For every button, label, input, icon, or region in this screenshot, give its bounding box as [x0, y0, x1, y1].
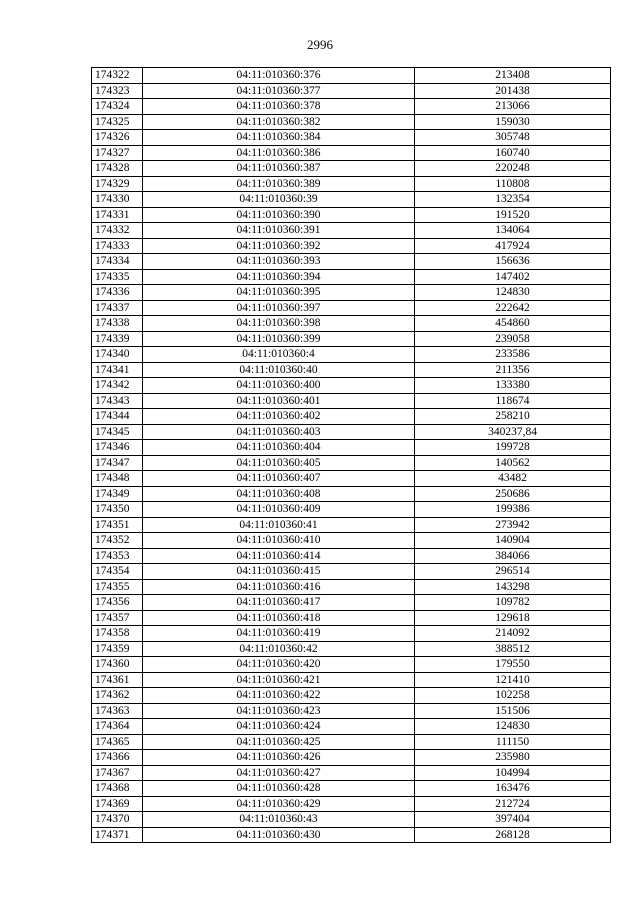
- value-cell: 140904: [415, 533, 611, 549]
- cadastral-number-cell: 04:11:010360:382: [143, 114, 415, 130]
- value-cell: 212724: [415, 796, 611, 812]
- value-cell: 397404: [415, 812, 611, 828]
- cadastral-number-cell: 04:11:010360:387: [143, 161, 415, 177]
- value-cell: 121410: [415, 672, 611, 688]
- value-cell: 211356: [415, 362, 611, 378]
- value-cell: 296514: [415, 564, 611, 580]
- cadastral-number-cell: 04:11:010360:390: [143, 207, 415, 223]
- table-row: [92, 347, 611, 363]
- cadastral-number-cell: 04:11:010360:41: [143, 517, 415, 533]
- table-row: [92, 176, 611, 192]
- cadastral-number-cell: 04:11:010360:415: [143, 564, 415, 580]
- row-number-cell: 174327: [92, 145, 143, 161]
- row-number-cell: 174341: [92, 362, 143, 378]
- cadastral-number-cell: 04:11:010360:427: [143, 765, 415, 781]
- row-number-cell: 174340: [92, 347, 143, 363]
- table-row: [92, 641, 611, 657]
- value-cell: 222642: [415, 300, 611, 316]
- value-cell: 220248: [415, 161, 611, 177]
- cadastral-number-cell: 04:11:010360:421: [143, 672, 415, 688]
- page-number: 2996: [307, 37, 333, 52]
- value-cell: 143298: [415, 579, 611, 595]
- table-row: [92, 409, 611, 425]
- row-number-cell: 174359: [92, 641, 143, 657]
- value-cell: 109782: [415, 595, 611, 611]
- cadastral-number-cell: 04:11:010360:377: [143, 83, 415, 99]
- cadastral-number-cell: 04:11:010360:4: [143, 347, 415, 363]
- value-cell: 132354: [415, 192, 611, 208]
- cadastral-number-cell: 04:11:010360:408: [143, 486, 415, 502]
- value-cell: 268128: [415, 827, 611, 843]
- table-row: [92, 471, 611, 487]
- row-number-cell: 174325: [92, 114, 143, 130]
- cadastral-number-cell: 04:11:010360:397: [143, 300, 415, 316]
- value-cell: 239058: [415, 331, 611, 347]
- row-number-cell: 174357: [92, 610, 143, 626]
- table-row: [92, 517, 611, 533]
- table-row: [92, 734, 611, 750]
- row-number-cell: 174333: [92, 238, 143, 254]
- cadastral-number-cell: 04:11:010360:378: [143, 99, 415, 115]
- value-cell: 156636: [415, 254, 611, 270]
- row-number-cell: 174344: [92, 409, 143, 425]
- table-row: [92, 161, 611, 177]
- row-number-cell: 174335: [92, 269, 143, 285]
- value-cell: 102258: [415, 688, 611, 704]
- table-row: [92, 254, 611, 270]
- value-cell: 214092: [415, 626, 611, 642]
- row-number-cell: 174329: [92, 176, 143, 192]
- table-row: [92, 719, 611, 735]
- value-cell: 124830: [415, 285, 611, 301]
- row-number-cell: 174343: [92, 393, 143, 409]
- row-number-cell: 174354: [92, 564, 143, 580]
- row-number-cell: 174349: [92, 486, 143, 502]
- cadastral-number-cell: 04:11:010360:400: [143, 378, 415, 394]
- row-number-cell: 174332: [92, 223, 143, 239]
- cadastral-number-cell: 04:11:010360:423: [143, 703, 415, 719]
- table-row: [92, 781, 611, 797]
- cadastral-number-cell: 04:11:010360:392: [143, 238, 415, 254]
- value-cell: 124830: [415, 719, 611, 735]
- value-cell: 111150: [415, 734, 611, 750]
- value-cell: 104994: [415, 765, 611, 781]
- table-row: [92, 440, 611, 456]
- table-row: [92, 285, 611, 301]
- row-number-cell: 174346: [92, 440, 143, 456]
- value-cell: 129618: [415, 610, 611, 626]
- records-table: [91, 67, 611, 843]
- table-row: [92, 812, 611, 828]
- cadastral-number-cell: 04:11:010360:425: [143, 734, 415, 750]
- row-number-cell: 174358: [92, 626, 143, 642]
- row-number-cell: 174362: [92, 688, 143, 704]
- value-cell: 151506: [415, 703, 611, 719]
- value-cell: 134064: [415, 223, 611, 239]
- row-number-cell: 174330: [92, 192, 143, 208]
- table-row: [92, 207, 611, 223]
- table-row: [92, 238, 611, 254]
- value-cell: 159030: [415, 114, 611, 130]
- cadastral-number-cell: 04:11:010360:424: [143, 719, 415, 735]
- table-row: [92, 703, 611, 719]
- cadastral-number-cell: 04:11:010360:404: [143, 440, 415, 456]
- table-row: [92, 827, 611, 843]
- value-cell: 417924: [415, 238, 611, 254]
- value-cell: 384066: [415, 548, 611, 564]
- cadastral-number-cell: 04:11:010360:384: [143, 130, 415, 146]
- row-number-cell: 174355: [92, 579, 143, 595]
- value-cell: 199386: [415, 502, 611, 518]
- table-row: [92, 533, 611, 549]
- table-row: [92, 192, 611, 208]
- cadastral-number-cell: 04:11:010360:430: [143, 827, 415, 843]
- row-number-cell: 174371: [92, 827, 143, 843]
- table-row: [92, 750, 611, 766]
- table-row: [92, 145, 611, 161]
- table-row: [92, 99, 611, 115]
- cadastral-number-cell: 04:11:010360:419: [143, 626, 415, 642]
- row-number-cell: 174368: [92, 781, 143, 797]
- row-number-cell: 174324: [92, 99, 143, 115]
- row-number-cell: 174365: [92, 734, 143, 750]
- table-row: [92, 393, 611, 409]
- cadastral-number-cell: 04:11:010360:399: [143, 331, 415, 347]
- value-cell: 163476: [415, 781, 611, 797]
- cadastral-number-cell: 04:11:010360:40: [143, 362, 415, 378]
- table-row: [92, 579, 611, 595]
- row-number-cell: 174363: [92, 703, 143, 719]
- cadastral-number-cell: 04:11:010360:428: [143, 781, 415, 797]
- cadastral-number-cell: 04:11:010360:43: [143, 812, 415, 828]
- table-row: [92, 626, 611, 642]
- cadastral-number-cell: 04:11:010360:418: [143, 610, 415, 626]
- value-cell: 305748: [415, 130, 611, 146]
- cadastral-number-cell: 04:11:010360:407: [143, 471, 415, 487]
- row-number-cell: 174356: [92, 595, 143, 611]
- row-number-cell: 174328: [92, 161, 143, 177]
- cadastral-number-cell: 04:11:010360:402: [143, 409, 415, 425]
- cadastral-number-cell: 04:11:010360:420: [143, 657, 415, 673]
- cadastral-number-cell: 04:11:010360:426: [143, 750, 415, 766]
- table-row: [92, 765, 611, 781]
- row-number-cell: 174345: [92, 424, 143, 440]
- row-number-cell: 174353: [92, 548, 143, 564]
- cadastral-number-cell: 04:11:010360:42: [143, 641, 415, 657]
- table-row: [92, 796, 611, 812]
- row-number-cell: 174347: [92, 455, 143, 471]
- cadastral-number-cell: 04:11:010360:403: [143, 424, 415, 440]
- value-cell: 213408: [415, 68, 611, 84]
- row-number-cell: 174360: [92, 657, 143, 673]
- table-row: [92, 269, 611, 285]
- table-row: [92, 688, 611, 704]
- table-row: [92, 502, 611, 518]
- row-number-cell: 174334: [92, 254, 143, 270]
- table-row: [92, 130, 611, 146]
- row-number-cell: 174369: [92, 796, 143, 812]
- cadastral-number-cell: 04:11:010360:422: [143, 688, 415, 704]
- row-number-cell: 174339: [92, 331, 143, 347]
- table-row: [92, 331, 611, 347]
- value-cell: 233586: [415, 347, 611, 363]
- cadastral-number-cell: 04:11:010360:398: [143, 316, 415, 332]
- row-number-cell: 174322: [92, 68, 143, 84]
- cadastral-number-cell: 04:11:010360:395: [143, 285, 415, 301]
- value-cell: 43482: [415, 471, 611, 487]
- cadastral-number-cell: 04:11:010360:409: [143, 502, 415, 518]
- cadastral-number-cell: 04:11:010360:405: [143, 455, 415, 471]
- table-row: [92, 455, 611, 471]
- row-number-cell: 174350: [92, 502, 143, 518]
- row-number-cell: 174352: [92, 533, 143, 549]
- row-number-cell: 174338: [92, 316, 143, 332]
- row-number-cell: 174361: [92, 672, 143, 688]
- row-number-cell: 174331: [92, 207, 143, 223]
- table-row: [92, 595, 611, 611]
- value-cell: 191520: [415, 207, 611, 223]
- row-number-cell: 174351: [92, 517, 143, 533]
- table-row: [92, 486, 611, 502]
- cadastral-number-cell: 04:11:010360:376: [143, 68, 415, 84]
- cadastral-number-cell: 04:11:010360:410: [143, 533, 415, 549]
- table-row: [92, 362, 611, 378]
- cadastral-number-cell: 04:11:010360:391: [143, 223, 415, 239]
- cadastral-number-cell: 04:11:010360:416: [143, 579, 415, 595]
- cadastral-number-cell: 04:11:010360:394: [143, 269, 415, 285]
- value-cell: 199728: [415, 440, 611, 456]
- row-number-cell: 174336: [92, 285, 143, 301]
- value-cell: 388512: [415, 641, 611, 657]
- table-row: [92, 424, 611, 440]
- value-cell: 147402: [415, 269, 611, 285]
- table-row: [92, 548, 611, 564]
- cadastral-number-cell: 04:11:010360:414: [143, 548, 415, 564]
- value-cell: 179550: [415, 657, 611, 673]
- table-row: [92, 68, 611, 84]
- table-row: [92, 378, 611, 394]
- value-cell: 160740: [415, 145, 611, 161]
- table-row: [92, 610, 611, 626]
- table-row: [92, 300, 611, 316]
- value-cell: 110808: [415, 176, 611, 192]
- row-number-cell: 174323: [92, 83, 143, 99]
- value-cell: 454860: [415, 316, 611, 332]
- row-number-cell: 174342: [92, 378, 143, 394]
- table-row: [92, 657, 611, 673]
- value-cell: 250686: [415, 486, 611, 502]
- table-row: [92, 564, 611, 580]
- value-cell: 201438: [415, 83, 611, 99]
- table-row: [92, 316, 611, 332]
- value-cell: 258210: [415, 409, 611, 425]
- table-row: [92, 223, 611, 239]
- cadastral-number-cell: 04:11:010360:39: [143, 192, 415, 208]
- value-cell: 213066: [415, 99, 611, 115]
- row-number-cell: 174364: [92, 719, 143, 735]
- records-table-body: [92, 68, 611, 843]
- row-number-cell: 174366: [92, 750, 143, 766]
- table-row: [92, 83, 611, 99]
- table-row: [92, 114, 611, 130]
- value-cell: 235980: [415, 750, 611, 766]
- cadastral-number-cell: 04:11:010360:401: [143, 393, 415, 409]
- table-row: [92, 672, 611, 688]
- value-cell: 118674: [415, 393, 611, 409]
- cadastral-number-cell: 04:11:010360:393: [143, 254, 415, 270]
- row-number-cell: 174337: [92, 300, 143, 316]
- cadastral-number-cell: 04:11:010360:417: [143, 595, 415, 611]
- row-number-cell: 174348: [92, 471, 143, 487]
- value-cell: 133380: [415, 378, 611, 394]
- value-cell: 273942: [415, 517, 611, 533]
- value-cell: 340237,84: [415, 424, 611, 440]
- row-number-cell: 174370: [92, 812, 143, 828]
- cadastral-number-cell: 04:11:010360:386: [143, 145, 415, 161]
- row-number-cell: 174326: [92, 130, 143, 146]
- cadastral-number-cell: 04:11:010360:429: [143, 796, 415, 812]
- row-number-cell: 174367: [92, 765, 143, 781]
- value-cell: 140562: [415, 455, 611, 471]
- cadastral-number-cell: 04:11:010360:389: [143, 176, 415, 192]
